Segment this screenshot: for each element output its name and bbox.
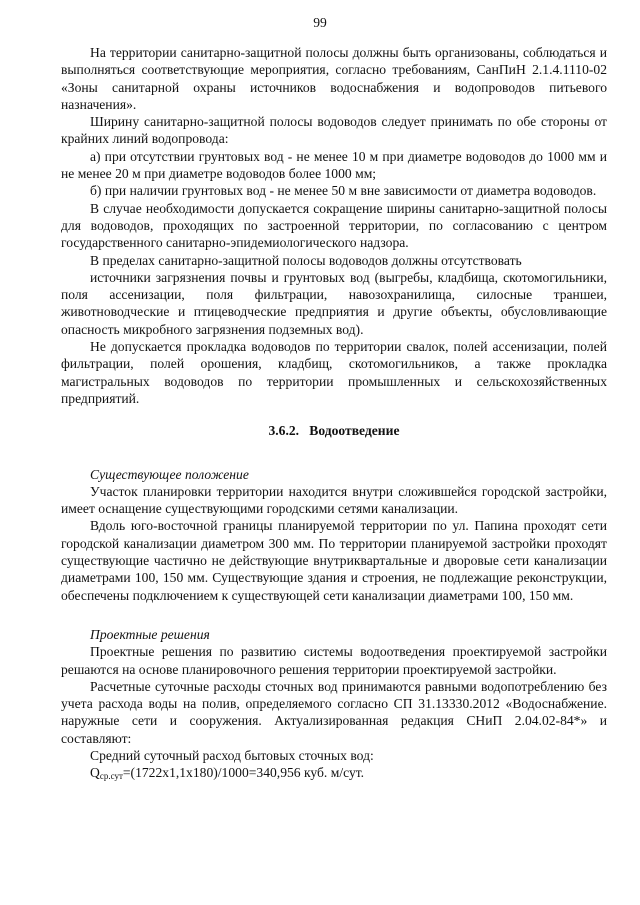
paragraph: Не допускается прокладка водоводов по территории свалок, полей ассенизации, полей фильтрации, полей орошения, кладбищ, скотомогильников, а также прокладка магистральных водоводов по территории промышленных и сельскохозяйственных предприятий.: [61, 339, 607, 406]
section-title: Водоотведение: [309, 423, 400, 439]
paragraph: Вдоль юго-восточной границы планируемой территории по ул. Папина проходят сети городской канализации диаметром 300 мм. По территории планируемой застройки проходят существующие частично не действующие внутриквартальные и дворовые сети канализации диаметрами 100, 150 мм. Существующие здания и строения, не подлежащие реконструкции, обеспечены подключением к существующей сети канализации диаметрами 100, 150 мм.: [61, 518, 607, 603]
formula-subscript: ср.сут: [99, 771, 123, 782]
paragraph: Участок планировки территории находится внутри сложившейся городской застройки, имеет оснащение существующими городскими сетями канализации.: [61, 483, 607, 517]
paragraph: В случае необходимости допускается сокращение ширины санитарно-защитной полосы для водоводов, проходящих по застроенной территории, по согласованию с центром государственного санитарно-эпидемиологического надзора.: [61, 200, 607, 251]
paragraph: В пределах санитарно-защитной полосы водоводов должны отсутствовать: [90, 252, 522, 268]
formula-expression: =(1722х1,1х180)/1000=340,956 куб. м/сут.: [122, 765, 365, 781]
paragraph: источники загрязнения почвы и грунтовых вод (выгребы, кладбища, скотомогильники, поля ассенизации, поля фильтрации, навозохранилища, силосные траншеи, животноводческие и птицеводческие предприятия и другие объекты, обусловливающие опасность микробного загрязнения подземных вод).: [61, 269, 607, 337]
project-heading: Проектные решения: [90, 626, 210, 642]
paragraph: На территории санитарно-защитной полосы должны быть организованы, соблюдаться и выполняться соответствующие мероприятия, согласно требованиям, СанПиН 2.1.4.1110-02 «Зоны санитарной охраны источников водоснабжения и водопроводов питьевого назначения».: [61, 45, 607, 112]
paragraph: Средний суточный расход бытовых сточных вод:: [90, 747, 374, 763]
paragraph: Расчетные суточные расходы сточных вод принимаются равными водопотреблению без учета расхода воды на полив, определяемого согласно СП 31.13330.2012 «Водоснабжение. наружные сети и сооружения. Актуализированная редакция СНиП 2.04.02-84*» и составляют:: [61, 678, 607, 746]
page-content: [61, 44, 607, 782]
page-number: 99: [313, 15, 327, 30]
section-number: 3.6.2.: [268, 423, 300, 439]
formula: [61, 764, 607, 781]
section-heading: [61, 422, 607, 439]
paragraph: Ширину санитарно-защитной полосы водоводов следует принимать по обе стороны от крайних линий водопровода:: [61, 114, 607, 147]
paragraph: Проектные решения по развитию системы водоотведения проектируемой застройки решаются на основе планировочного решения территории проектируемой застройки.: [61, 644, 607, 677]
paragraph: а) при отсутствии грунтовых вод - не менее 10 м при диаметре водоводов до 1000 мм и не менее 20 м при диаметре водоводов более 1000 мм;: [61, 148, 607, 182]
paragraph: б) при наличии грунтовых вод - не менее 50 м вне зависимости от диаметра водоводов.: [90, 183, 597, 199]
existing-heading: Существующее положение: [90, 466, 249, 482]
formula-symbol: Q: [90, 765, 100, 781]
